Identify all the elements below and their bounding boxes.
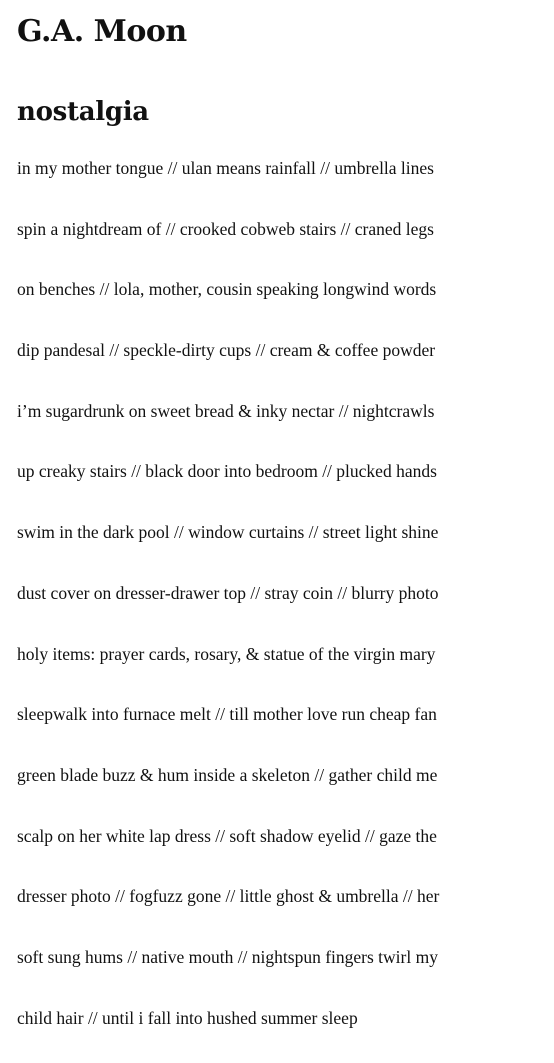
poem-line: green blade buzz & hum inside a skeleton // gather child me bbox=[17, 764, 438, 785]
poem-line: dust cover on dresser-drawer top // stray coin // blurry photo bbox=[17, 582, 439, 603]
poem-line: i’m sugardrunk on sweet bread & inky nectar // nightcrawls bbox=[17, 400, 435, 421]
poem-line: child hair // until i fall into hushed summer sleep bbox=[17, 1007, 358, 1028]
poem-line: sleepwalk into furnace melt // till mother love run cheap fan bbox=[17, 704, 437, 725]
poem-line: in my mother tongue // ulan means rainfall // umbrella lines bbox=[17, 158, 434, 178]
poem-line: on benches // lola, mother, cousin speaking longwind words bbox=[17, 279, 437, 300]
poem-line: soft sung hums // native mouth // nightspun fingers twirl my bbox=[17, 946, 438, 967]
poem-title: nostalgia bbox=[17, 97, 149, 127]
poem-body bbox=[17, 153, 439, 1063]
poem-line: swim in the dark pool // window curtains // street light shine bbox=[17, 522, 439, 543]
poem-line: dip pandesal // speckle-dirty cups // cream & coffee powder bbox=[17, 340, 436, 361]
author-name: G.A. Moon bbox=[17, 14, 187, 49]
poem-line: dresser photo // fogfuzz gone // little ghost & umbrella // her bbox=[17, 886, 440, 907]
poem-line: up creaky stairs // black door into bedroom // plucked hands bbox=[17, 461, 437, 482]
poem-line: scalp on her white lap dress // soft shadow eyelid // gaze the bbox=[17, 825, 437, 846]
poem-line: spin a nightdream of // crooked cobweb stairs // craned legs bbox=[17, 218, 434, 239]
poem-line: holy items: prayer cards, rosary, & statue of the virgin mary bbox=[17, 643, 436, 664]
